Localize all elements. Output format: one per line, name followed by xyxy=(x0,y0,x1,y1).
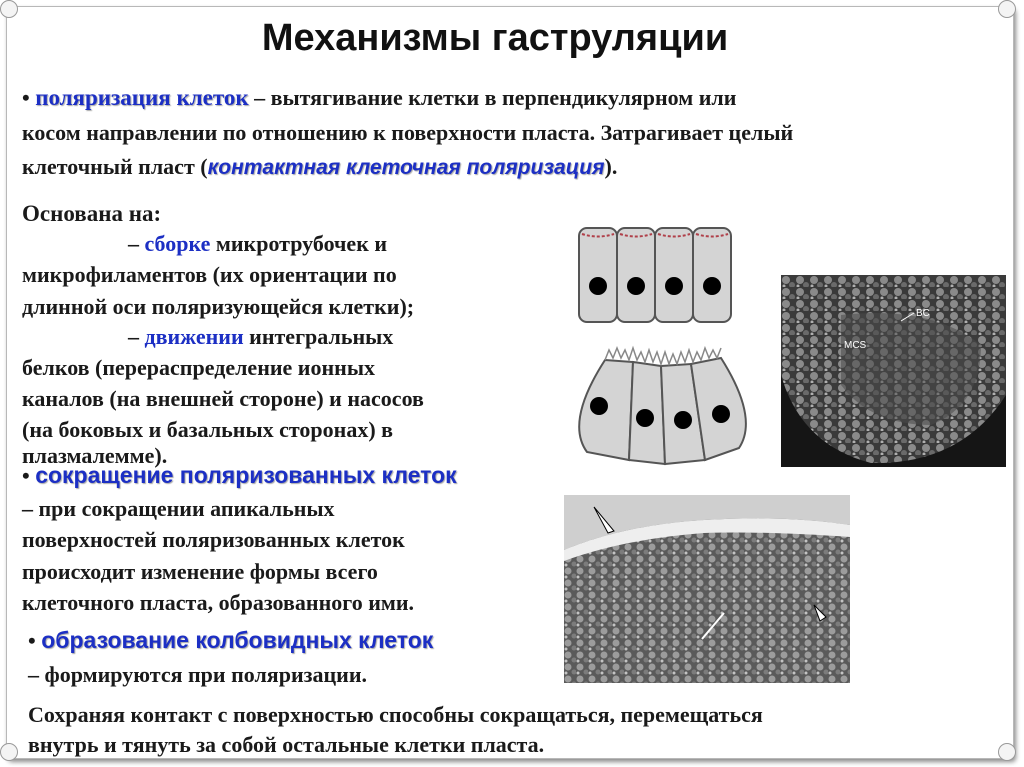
frame-corner xyxy=(0,743,18,761)
bullet1-line3-a: клеточный пласт ( xyxy=(22,154,208,179)
bullet1-text: – вытягивание клетки в перпендикулярном или xyxy=(248,85,737,110)
bullet3-term: образование колбовидных клеток xyxy=(41,627,434,653)
frame-corner xyxy=(998,0,1016,18)
micrograph-sem-2 xyxy=(564,495,850,683)
bullet1-line3-term: контактная клеточная поляризация xyxy=(207,156,605,179)
slide-title: Механизмы гаструляции xyxy=(261,17,729,59)
item2-dash: – xyxy=(128,324,145,349)
bullet3-heading xyxy=(28,625,433,656)
bullet3-line1: – формируются при поляризации. xyxy=(28,662,367,687)
bullet1-line3-b: ). xyxy=(604,154,618,179)
bullet-marker: • xyxy=(28,628,36,653)
bullet1-line1 xyxy=(22,83,736,113)
final-line2: внутрь и тянуть за собой остальные клетки пласта. xyxy=(28,732,545,757)
item1-text: микротрубочек и xyxy=(210,231,388,256)
bullet2-term: сокращение поляризованных клеток xyxy=(35,462,457,488)
item1-line1 xyxy=(128,229,387,259)
bullet-marker: • xyxy=(22,463,30,488)
frame-corner xyxy=(998,743,1016,761)
bullet1-term: поляризация клеток xyxy=(35,85,249,110)
item2-text: интегральных xyxy=(243,324,394,349)
bullet2-heading xyxy=(22,460,457,491)
based-on-heading: Основана на: xyxy=(22,201,162,226)
item2-term: движении xyxy=(144,324,244,349)
final-line1: Сохраняя контакт с поверхностью способны сокращаться, перемещаться xyxy=(28,702,763,727)
item1-term: сборке xyxy=(144,231,211,256)
epithelium-diagram xyxy=(574,220,744,330)
item2-line3: каналов (на внешней стороне) и насосов xyxy=(22,386,424,411)
item1-line3: длинной оси поляризующейся клетки); xyxy=(22,294,415,319)
bullet-marker: • xyxy=(22,85,30,110)
micrograph-sem-1 xyxy=(781,275,1006,467)
bullet2-line4: клеточного пласта, образованного ими. xyxy=(22,590,415,615)
bullet2-line1: – при сокращении апикальных xyxy=(22,496,335,521)
bullet2-line3: происходит изменение формы всего xyxy=(22,559,378,584)
mcs-label: MCS xyxy=(844,340,867,351)
bc-label: BC xyxy=(916,308,930,319)
item2-line4: (на боковых и базальных сторонах) в xyxy=(22,417,394,442)
item1-line2: микрофиламентов (их ориентации по xyxy=(22,262,397,287)
item2-line2: белков (перераспределение ионных xyxy=(22,355,376,380)
bullet2-line2: поверхностей поляризованных клеток xyxy=(22,527,405,552)
bullet1-line3 xyxy=(22,152,617,183)
bullet1-line2: косом направлении по отношению к поверхности пласта. Затрагивает целый xyxy=(22,120,794,145)
item1-dash: – xyxy=(128,231,145,256)
item2-line5: плазмалемме). xyxy=(22,443,168,468)
polarized-cells-diagram xyxy=(565,342,765,467)
item2-line1 xyxy=(128,322,393,352)
